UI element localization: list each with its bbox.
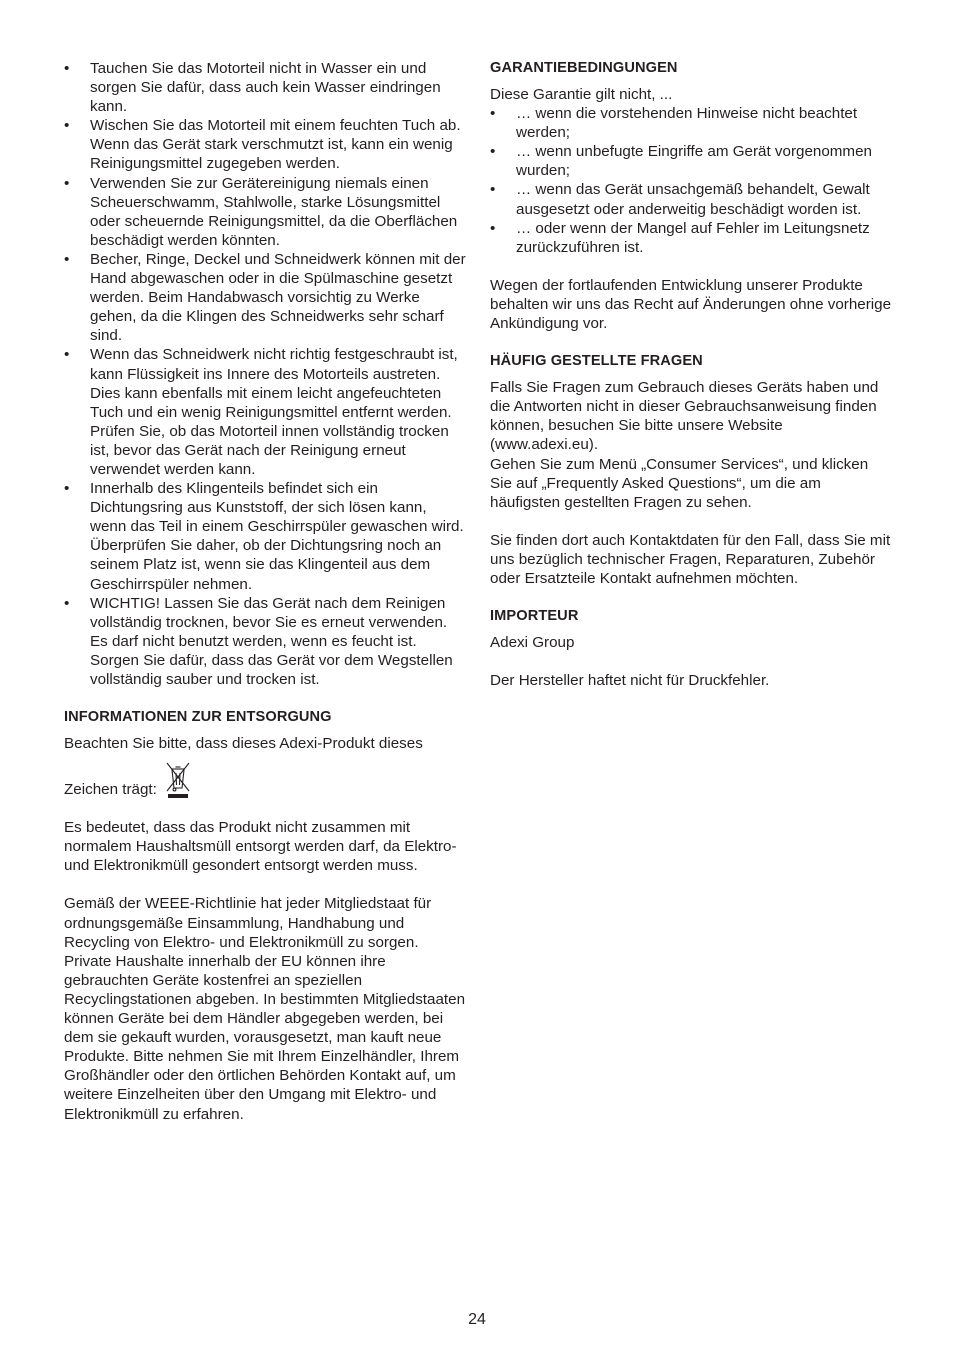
right-column xyxy=(490,59,894,690)
disposal-paragraph: Es bedeutet, dass das Produkt nicht zusammen mit normalem Haushaltsmüll entsorgt werden darf, da Elektro- und Elektronikmüll gesondert entsorgt werden muss. xyxy=(64,819,457,875)
list-item: • Wenn das Schneidwerk nicht richtig festgeschraubt ist, kann Flüssigkeit ins Innere des Motorteils austreten. Dies kann ebenfalls mit einem leicht angefeuchteten Tuch und ein wenig Reinigungsmittel entfernt werden. Prüfen Sie, ob das Motorteil innen vollständig trocken ist, bevor das Gerät nach der Reinigung erneut verwendet werden kann. xyxy=(64,345,466,479)
disposal-intro: Beachten Sie bitte, dass dieses Adexi-Produkt dieses xyxy=(64,735,423,753)
list-item: • Wischen Sie das Motorteil mit einem feuchten Tuch ab. Wenn das Gerät stark verschmutzt ist, kann ein wenig Reinigungsmittel zugegeben werden. xyxy=(64,116,466,173)
faq-paragraph: Gehen Sie zum Menü „Consumer Services“, und klicken Sie auf „Frequently Asked Questions“, um die am häufigsten gestellten Fragen zu sehen. xyxy=(490,455,869,511)
faq-heading: HÄUFIG GESTELLTE FRAGEN xyxy=(490,353,703,370)
importer-name: Adexi Group xyxy=(490,634,575,652)
list-item: • … wenn das Gerät unsachgemäß behandelt, Gewalt ausgesetzt oder anderweitig beschädigt worden ist. xyxy=(490,180,894,218)
disposal-paragraph: Gemäß der WEEE-Richtlinie hat jeder Mitgliedstaat für ordnungsgemäße Einsammlung, Handhabung und Recycling von Elektro- und Elektronikmüll zu sorgen. Private Haushalte innerhalb der EU können ihre gebrauchten Geräte kostenfrei an speziellen Recyclingstationen abgeben. In bestimmten Mitgliedstaaten können Geräte bei dem Händler abgegeben werden, bei dem sie gekauft wurden, vorausgesetzt, man kauft neue Produkte. Bitte nehmen Sie mit Ihrem Einzelhändler, Ihrem Großhändler oder den örtlichen Behörden Kontakt auf, um weitere Einzelheiten über den Umgang mit Elektro- und Elektronikmüll zu erfahren. xyxy=(64,895,466,1123)
warranty-heading: GARANTIEBEDINGUNGEN xyxy=(490,60,678,76)
faq-paragraph: Falls Sie Fragen zum Gebrauch dieses Geräts haben und die Antworten nicht in dieser Gebrauchsanweisung finden können, besuchen Sie bitte unsere Website (www.adexi.eu). xyxy=(490,379,879,454)
importer-heading: IMPORTEUR xyxy=(490,608,579,625)
list-item: • Verwenden Sie zur Gerätereinigung niemals einen Scheuerschwamm, Stahlwolle, starke Lösungsmittel oder scheuernde Reinigungsmittel, da die Oberflächen beschädigt werden könnten. xyxy=(64,174,466,250)
printing-disclaimer: Der Hersteller haftet nicht für Druckfehler. xyxy=(490,672,770,690)
list-item: • Tauchen Sie das Motorteil nicht in Wasser ein und sorgen Sie dafür, dass auch kein Wasser eindringen kann. xyxy=(64,59,466,116)
weee-crossed-bin-icon xyxy=(165,761,191,799)
left-column xyxy=(64,59,466,1124)
list-item: • Becher, Ringe, Deckel und Schneidwerk können mit der Hand abgewaschen oder in die Spülmaschine gesetzt werden. Beim Handabwasch vorsichtig zu Werke gehen, da die Klingen des Schneidwerks sehr scharf sind. xyxy=(64,250,466,345)
list-item: • Innerhalb des Klingenteils befindet sich ein Dichtungsring aus Kunststoff, der sich lösen kann, wenn das Teil in einem Geschirrspüler gewaschen wird. Überprüfen Sie daher, ob der Dichtungsring noch an seinem Platz ist, wenn sie das Klingenteil aus dem Geschirrspüler nehmen. xyxy=(64,479,466,594)
list-item: • … wenn die vorstehenden Hinweise nicht beachtet werden; xyxy=(490,104,894,142)
cleaning-instructions-list xyxy=(64,59,466,689)
disposal-heading: INFORMATIONEN ZUR ENTSORGUNG xyxy=(64,709,332,726)
list-item: • … wenn unbefugte Eingriffe am Gerät vorgenommen wurden; xyxy=(490,142,894,180)
warranty-exclusions-list xyxy=(490,104,894,257)
list-item: • WICHTIG! Lassen Sie das Gerät nach dem Reinigen vollständig trocknen, bevor Sie es erneut verwenden. Es darf nicht benutzt werden, wenn es feucht ist. Sorgen Sie dafür, dass das Gerät vor dem Wegstellen vollständig sauber und trocken ist. xyxy=(64,594,466,689)
page-number: 24 xyxy=(468,1311,486,1328)
warranty-intro: Diese Garantie gilt nicht, ... xyxy=(490,86,673,103)
warranty-note: Wegen der fortlaufenden Entwicklung unserer Produkte behalten wir uns das Recht auf Änderungen ohne vorherige Ankündigung vor. xyxy=(490,276,892,333)
disposal-symbol-label: Zeichen trägt: xyxy=(64,781,157,799)
disposal-symbol-line xyxy=(64,761,466,799)
faq-paragraph: Sie finden dort auch Kontaktdaten für den Fall, dass Sie mit uns bezüglich technischer Fragen, Reparaturen, Zubehör oder Ersatzteile Kontakt aufnehmen möchten. xyxy=(490,531,891,587)
list-item: • … oder wenn der Mangel auf Fehler im Leitungsnetz zurückzuführen ist. xyxy=(490,219,894,257)
